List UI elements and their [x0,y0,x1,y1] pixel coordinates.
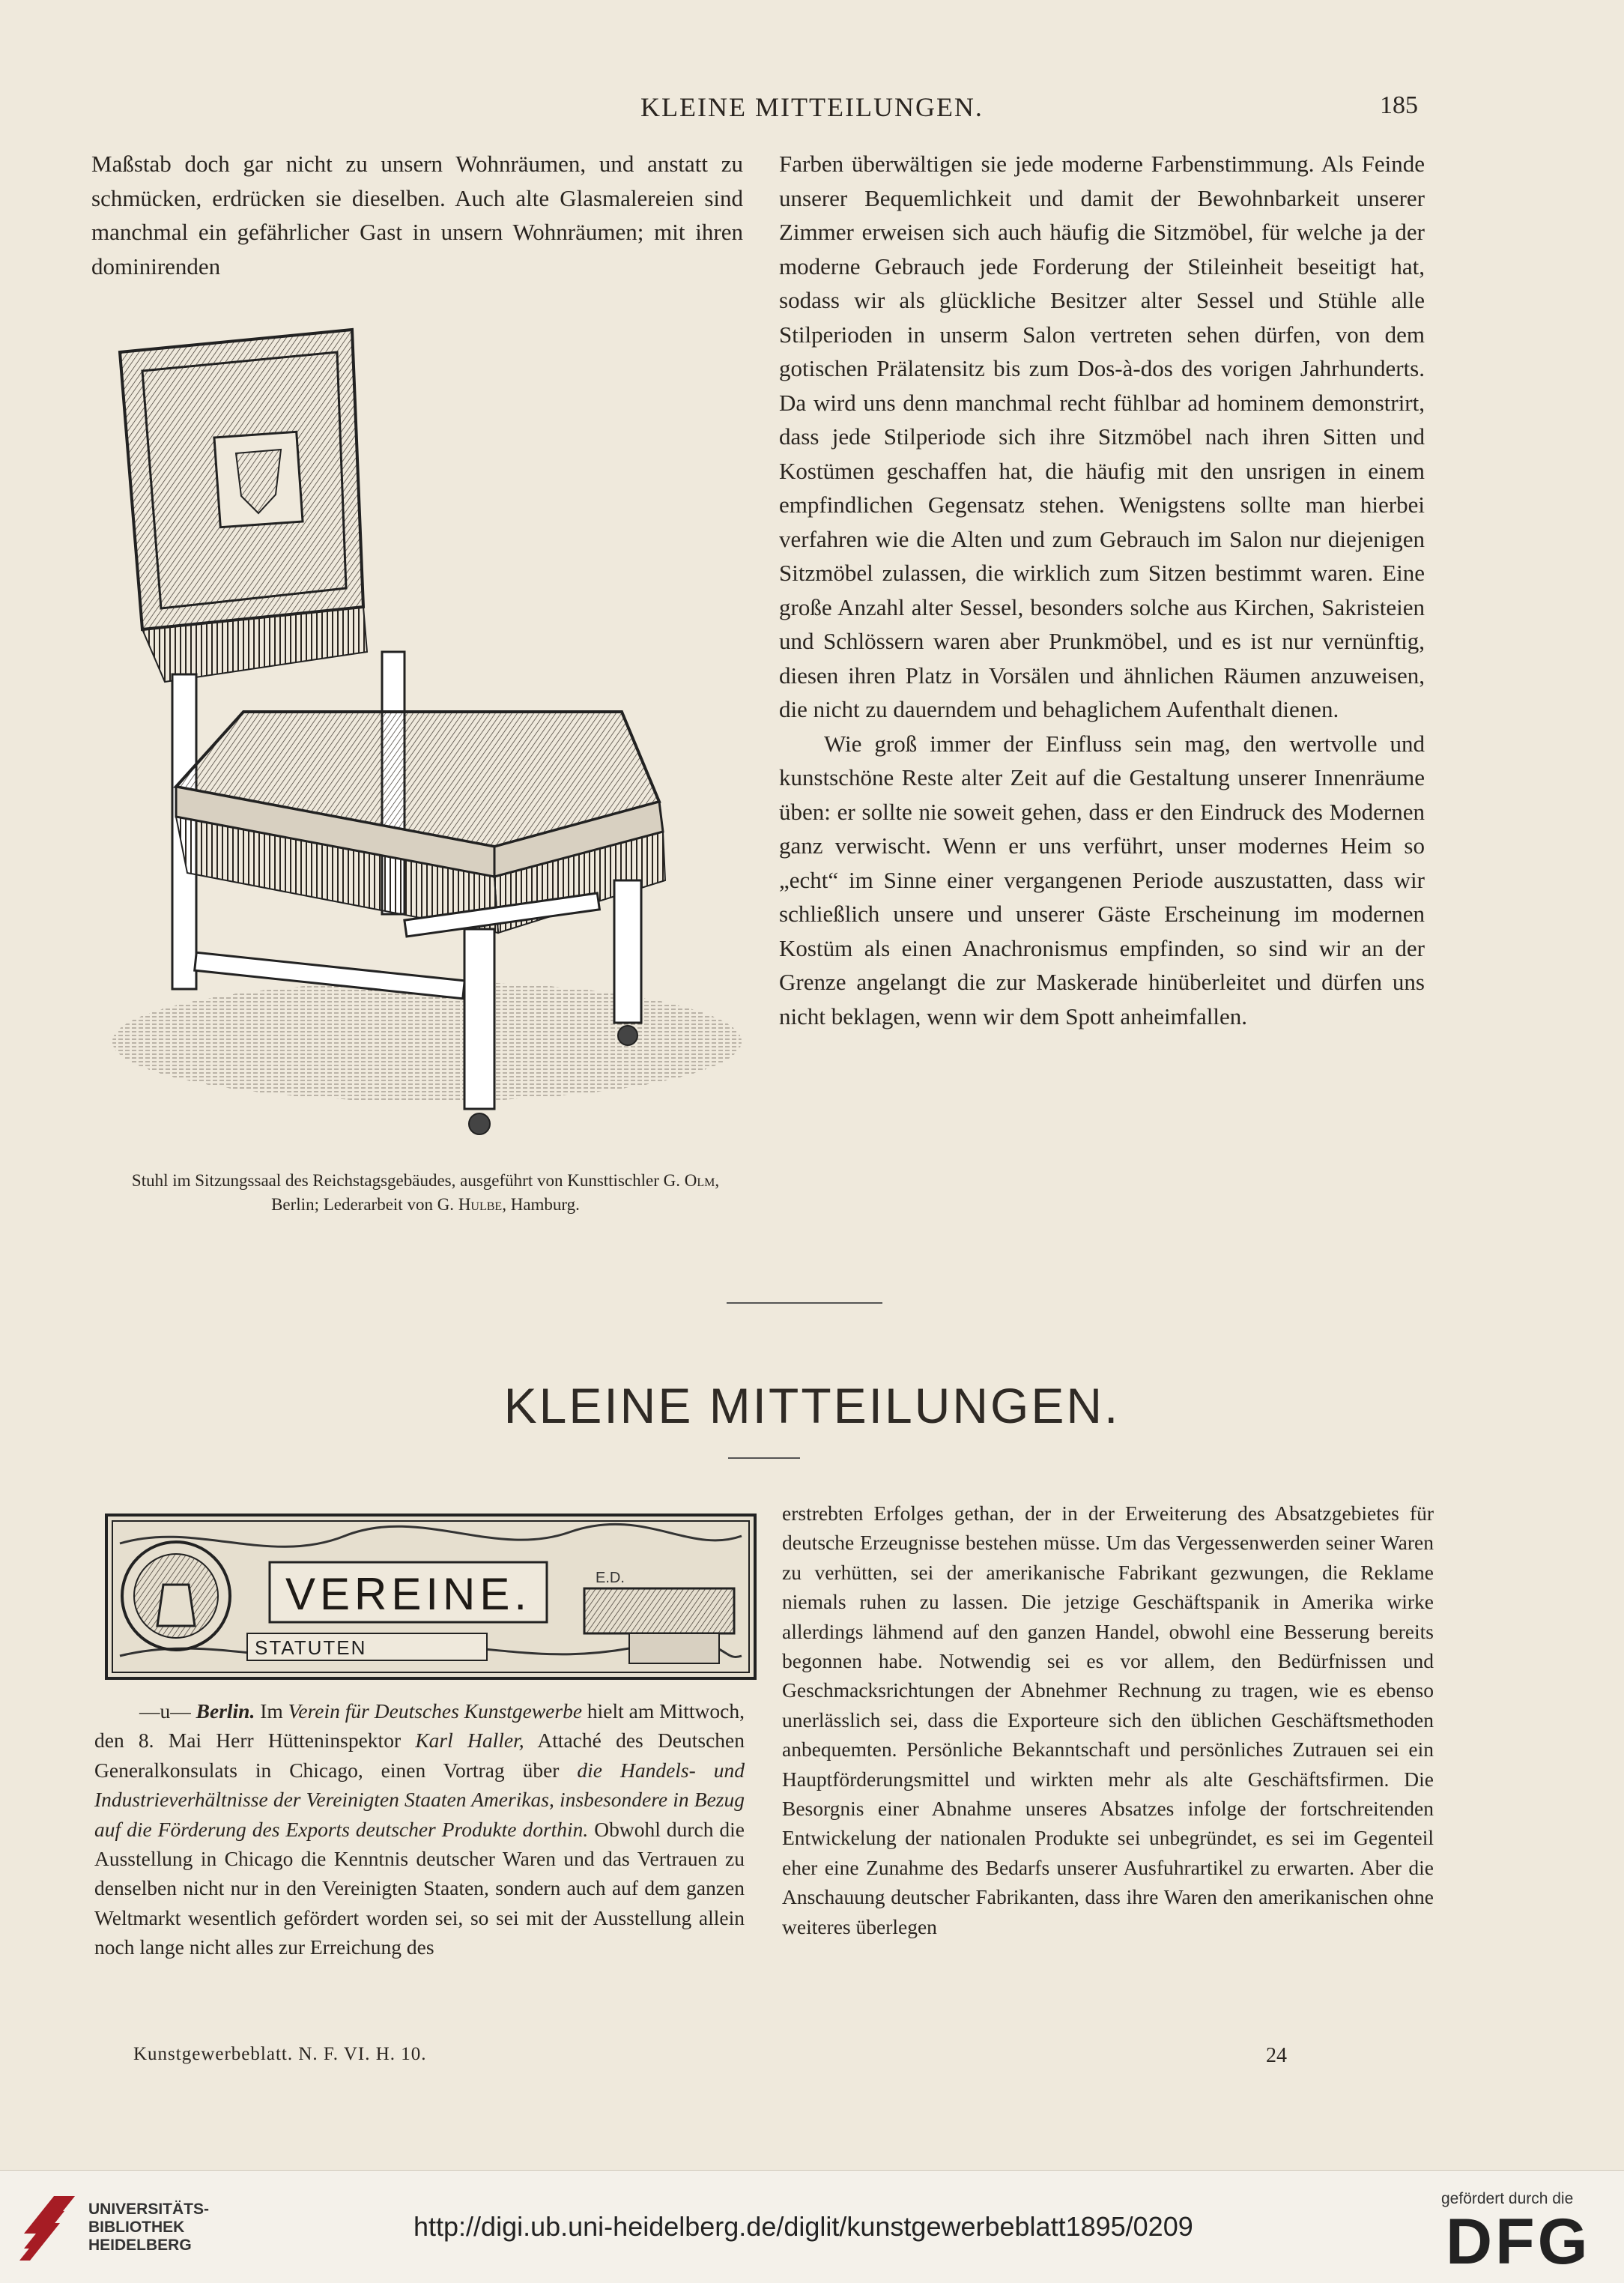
viewer-bottom-bar [0,2170,1624,2283]
separator-rule [728,1457,800,1459]
funded-by-label: gefördert durch die [1441,2190,1574,2207]
banner-title: VEREINE. [285,1569,532,1619]
italic-text: Verein für Deutsches Kunstgewerbe [288,1699,583,1723]
chair-illustration [105,322,749,1146]
library-name-line: HEIDELBERG [88,2237,192,2254]
italic-text: Karl Haller, [415,1729,524,1753]
text: hielt am Mittwoch, den 8. Mai Herr Hütteninspektor [94,1699,745,1753]
footer-signature: Kunstgewerbeblatt. N. F. VI. H. 10. [133,2044,427,2064]
caption-name: Hulbe [458,1195,503,1214]
paragraph: Farben überwältigen sie jede moderne Farbenstimmung. Als Feinde unserer Bequemlichkeit und damit der Bewohnbarkeit unserer Zimmer erweisen sich auch häufig die Sitzmöbel, für welche ja der moderne Gebrauch jede Forderung der Stileinheit beseitigt hat, sodass wir als glückliche Besitzer alter Sessel und Stühle alle Stilperioden in unserm Salon vertreten sehen dürfen, von dem gotischen Prälatensitz bis zum Dos-à-dos des vorigen Jahrhunderts. Da wird uns denn manchmal recht fühlbar ad hominem demonstrirt, dass jede Stilperiode sich ihre Sitzmöbel nach ihren Sitten und Kostümen geschaffen hat, die häufig mit den unsrigen in einem empfindlichen Gegensatz stehen. Wenigstens sollte man hierbei verfahren wie die Alten und zum Gebrauch im Salon nur diejenigen Sitzmöbel zulassen, die wirklich zum Sitzen bestimmt waren. Eine große Anzahl alter Sessel, besonders solche aus Kirchen, Sakristeien und Schlössern waren aber Prunkmöbel, und es ist nur vernünftig, diesen ihren Platz in Vorsälen und ähnlichen Räumen anzuweisen, die nicht zu dauerndem und behaglichem Aufenthalt dienen. [779,151,1425,722]
section-title: KLEINE MITTEILUNGEN. [503,1378,1121,1433]
left-column-top [91,147,743,283]
figure-caption [106,1169,745,1217]
separator-rule [727,1302,882,1304]
paragraph: Maßstab doch gar nicht zu unsern Wohnräumen, und anstatt zu schmücken, erdrücken sie dieselben. Auch alte Glasmalereien sind manchmal ein gefährlicher Gast in unsern Wohnräumen; mit ihren dominirenden [91,151,743,279]
dfg-logo[interactable]: DFG [1446,2206,1591,2278]
right-column-top [779,147,1425,1033]
paragraph [94,1696,745,1962]
right-column-bottom [782,1499,1434,1941]
paragraph: erstrebten Erfolges gethan, der in der Erweiterung des Absatzgebietes für deutsche Erzeugnisse bestehen müsse. Um das Vergessenwerden seiner Waren zu verhütten, sei der amerikanische Fabrikant gezwungen, die Reklame niemals ruhen zu lassen. Die jetzige Geschäftspanik in Amerika wirke allerdings lähmend auf den ganzen Handel, obwohl eine Besserung bereits begonnen habe. Notwendig sei es vor allem, den Bedürfnissen und Geschmacksrichtungen der Abnehmer Rechnung zu tragen, wie es ebenso unerlässlich sei, dass die Exporteure sich den üblichen Geschäftsmethoden anbequemten. Persönliche Bekanntschaft und persönliches Zutrauen sei ein Hauptförderungsmittel und wirkten mehr als alte Geschäftsfirmen. Die Besorgnis einer Abnahme unseres Absatzes infolge der fortschreitenden Entwickelung der nationalen Produkte sei unbegründet, es sei im Gegenteil eher eine Zunahme des Bedarfs unserer Ausfuhrartikel zu erwarten. Aber die Anschauung deutscher Fabrikanten, dass ihre Waren den amerikanischen ohne weiteres überlegen [782,1502,1434,1938]
city-heading: Berlin. [196,1699,255,1723]
caption-text: Stuhl im Sitzungssaal des Reichstagsgebäudes, ausgeführt von Kunsttischler G. [131,1171,685,1190]
permalink-url[interactable]: http://digi.ub.uni-heidelberg.de/diglit/kunstgewerbeblatt1895/0209 [413,2211,1193,2242]
running-head: KLEINE MITTEILUNGEN. [640,92,984,122]
caption-name: Olm [684,1171,715,1190]
banner-scroll-label: STATUTEN [255,1636,367,1659]
library-name-line: UNIVERSITÄTS- [88,2201,210,2218]
author-sign: —u— [139,1699,196,1723]
caption-text: , Berlin; Lederarbeit von G. [271,1171,720,1214]
university-library-logo-icon[interactable] [16,2189,81,2264]
italic-text: die Handels- und Industrieverhältnisse der Vereinigten Staaten Amerikas, insbesondere in Bezug auf die Förderung des Exports deutscher Produkte dorthin. [94,1758,745,1841]
library-name[interactable] [88,2201,209,2255]
page-number: 185 [1380,91,1418,119]
text: Obwohl durch die Ausstellung in Chicago die Kenntnis deutscher Waren und das Vertrauen zu denselben nicht nur in den Vereinigten Staaten, sondern auch auf dem ganzen Weltmarkt wesentlich gefördert worden sei, so sei mit der Ausstellung allein noch lange nicht alles zur Erreichung des [94,1817,745,1959]
vereine-banner [105,1514,757,1680]
caption-text: , Hamburg. [502,1195,580,1214]
paragraph: Wie groß immer der Einfluss sein mag, den wertvolle und kunstschöne Reste alter Zeit auf die Gestaltung unserer Innenräume üben: er sollte nie soweit gehen, dass er den Eindruck des Modernen ganz verwischt. Wenn er uns verführt, unser modernes Heim so „echt“ im Sinne einer vergangenen Periode auszustatten, dass wir schließlich unsere und unserer Gäste Erscheinung im modernen Kostüm als einen Anachronismus empfinden, so sind wir an der Grenze angelangt die zur Maskerade hinüberleitet und dürfen uns nicht beklagen, wenn wir dem Spott anheimfallen. [779,730,1425,1029]
text: Attaché des Deutschen Generalkonsulats in Chicago, einen Vortrag über [94,1729,745,1782]
vereine-article [94,1696,745,1962]
footer-sheet-number: 24 [1266,2044,1287,2067]
banner-monogram: E.D. [596,1570,625,1586]
text: Im [255,1699,288,1723]
library-name-line: BIBLIOTHEK [88,2219,185,2236]
